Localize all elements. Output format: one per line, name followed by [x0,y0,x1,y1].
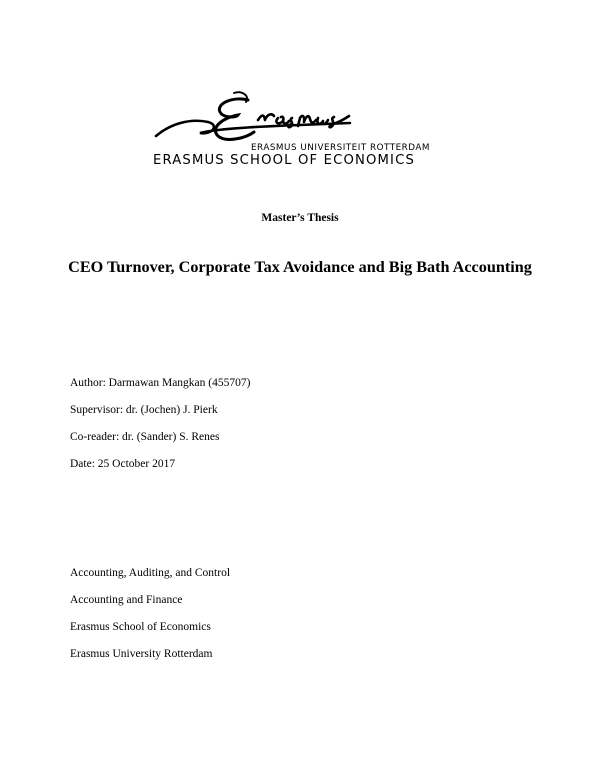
specialization-line: Accounting, Auditing, and Control [70,567,231,579]
school-line: Erasmus School of Economics [70,621,211,633]
thesis-title: CEO Turnover, Corporate Tax Avoidance and Big Bath Accounting [68,258,532,276]
document-type: Master’s Thesis [261,212,339,224]
author-line: Author: Darmawan Mangkan (455707) [70,377,251,389]
school-name: ERASMUS SCHOOL OF ECONOMICS [153,153,415,168]
university-name: ERASMUS UNIVERSITEIT ROTTERDAM [251,143,431,153]
co-reader-line: Co-reader: dr. (Sander) S. Renes [70,431,220,443]
university-line: Erasmus University Rotterdam [70,648,213,660]
date-line: Date: 25 October 2017 [70,458,176,470]
erasmus-signature-logo [150,88,450,144]
erasmus-logo [150,88,450,168]
program-line: Accounting and Finance [70,594,183,606]
supervisor-line: Supervisor: dr. (Jochen) J. Pierk [70,404,218,416]
